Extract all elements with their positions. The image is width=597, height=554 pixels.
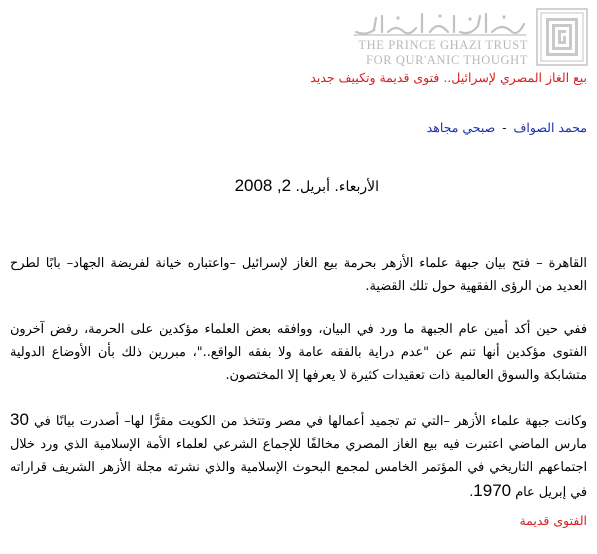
date-prefix: الأربعاء. أبريل. (295, 179, 379, 195)
logo-english-line-2: FOR QUR'ANIC THOUGHT (366, 53, 528, 67)
paragraph-text: وكانت جبهة علماء الأزهر –التي تم تجميد أعمالها في مصر وتتخذ من الكويت مقرًّا لها– أصدرت بيانًا في (34, 413, 587, 429)
paragraph-number: 30 (10, 409, 29, 429)
date-day: 2, (276, 176, 292, 195)
date-year: 2008 (234, 176, 273, 195)
article-paragraph: ففي حين أكد أمين عام الجبهة ما ورد في البيان، ووافقه بعض العلماء مؤكدين على الحرمة، رفض آخرون الفتوى مؤكدين أنها تنم عن "عدم دراية بالفقه عامة ولا بفقه الواقع.."، مبررين ذلك بأن الأوضاع الدولية متشابكة والسوق العالمية ذات تعقيدات كثيرة لا يعرفها إلا المختصون. (10, 321, 587, 383)
article-paragraph (10, 408, 587, 504)
author-name[interactable]: صبحي مجاهد (426, 120, 496, 135)
author-separator: - (502, 120, 507, 135)
article-title: بيع الغاز المصري لإسرائيل.. فتوى قديمة وتكييف جديد (310, 70, 587, 85)
square-kufic-seal-icon (536, 8, 588, 66)
paragraph-text: . (469, 484, 474, 500)
article-paragraph: القاهرة – فتح بيان جبهة علماء الأزهر بحرمة بيع الغاز لإسرائيل –واعتباره خيانة لفريضة الجهاد– بابًا لطرح العديد من الرؤى الفقهية حول تلك القضية. (10, 255, 587, 294)
arabic-calligraphy-logo (352, 10, 528, 38)
article-authors (427, 120, 587, 135)
article-date (235, 176, 379, 196)
logo-english-line-1: THE PRINCE GHAZI TRUST (358, 38, 528, 52)
author-name[interactable]: محمد الصواف (513, 120, 587, 135)
paragraph-number: 1970 (473, 480, 512, 500)
paragraph-text: مارس الماضي اعتبرت فيه بيع الغاز المصري مخالفًا للإجماع الشرعي لعلماء الأمة الإسلامية الذي ورد خلال اجتماعهم التاريخي في المؤتمر الخامس لمجمع البحوث الإسلامية والذي نشرته مجلة الأزهر الشريف قراراته في إبريل عام (10, 436, 587, 500)
section-subheading: الفتوى قديمة (519, 513, 587, 528)
trust-logo (348, 4, 594, 74)
